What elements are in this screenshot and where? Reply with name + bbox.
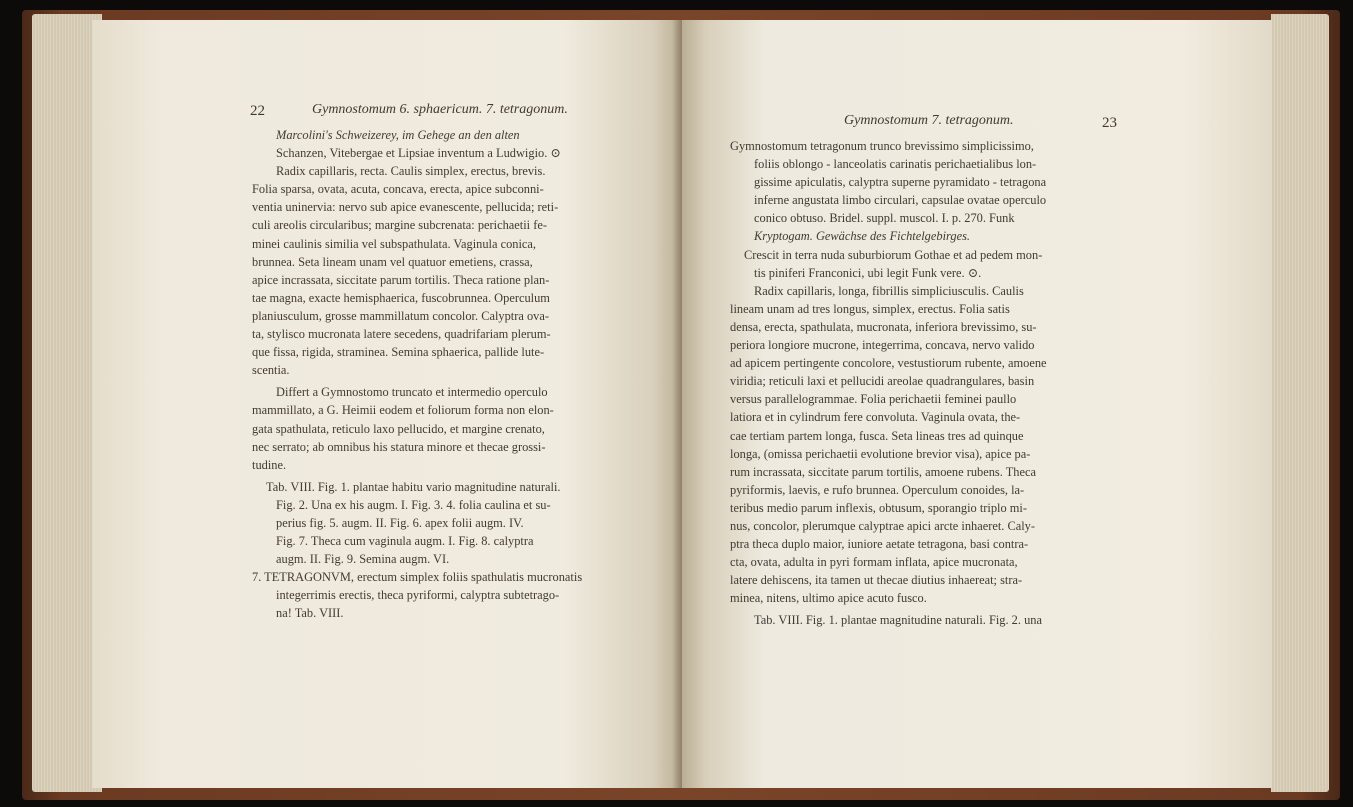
text-line: teribus medio parum inflexis, obtusum, sporangio triplo mi-	[730, 500, 1027, 515]
page-number-right: 23	[1102, 115, 1117, 131]
text-line: viridia; reticuli laxi et pellucidi areolae quadrangulares, basin	[730, 374, 1035, 389]
text-line: tudine.	[252, 457, 287, 472]
left-text-block	[252, 126, 630, 623]
text-line: augm. II. Fig. 9. Semina augm. VI.	[276, 552, 450, 567]
text-line: Gymnostomum tetragonum trunco brevissimo simplicissimo,	[730, 139, 1034, 153]
text-line: cta, ovata, adulta in pyri formam inflata, apice mucronata,	[730, 555, 1018, 570]
text-line: Fig. 7. Theca cum vaginula augm. I. Fig. 8. calyptra	[276, 534, 534, 549]
right-page	[682, 20, 1272, 788]
text-line: 7. TETRAGONVM, erectum simplex foliis spathulatis mucronatis	[252, 570, 583, 585]
text-line: Differt a Gymnostomo truncato et intermedio operculo	[276, 385, 548, 400]
text-line: perius fig. 5. augm. II. Fig. 6. apex folii augm. IV.	[276, 515, 524, 530]
text-line: Radix capillaris, recta. Caulis simplex, erectus, brevis.	[276, 164, 546, 179]
text-line: minei caulinis similia vel subspathulata. Vaginula conica,	[252, 236, 537, 251]
text-line: ptra theca duplo maior, iuniore aetate tetragona, basi contra-	[730, 537, 1029, 552]
text-line: na! Tab. VIII.	[276, 606, 344, 621]
text-line: lineam unam ad tres longus, simplex, erectus. Folia satis	[730, 301, 1010, 316]
text-line: mammillato, a G. Heimii eodem et foliorum forma non elon-	[252, 403, 554, 418]
text-line: Radix capillaris, longa, fibrillis simpliciusculis. Caulis	[754, 283, 1024, 298]
text-line: scentia.	[252, 363, 290, 378]
text-line: tae magna, exacte hemisphaerica, fuscobrunnea. Operculum	[252, 290, 550, 305]
running-header-left: Gymnostomum 6. sphaericum. 7. tetragonum.	[312, 102, 568, 117]
right-text-block	[730, 137, 1124, 630]
text-line: planiusculum, grosse mammillatum concolor. Calyptra ova-	[252, 308, 549, 323]
text-line: pyriformis, laevis, e rufo brunnea. Operculum conoides, la-	[730, 482, 1025, 497]
text-line: apice incrassata, siccitate parum tortilis. Theca ratione plan-	[252, 272, 550, 287]
text-line: longa, (omissa perichaetii evolutione brevior visa), apice pa-	[730, 446, 1031, 461]
text-line: inferne angustata limbo circulari, capsulae ovatae operculo	[754, 193, 1047, 208]
page-edges-right	[1271, 14, 1329, 792]
text-line: periora longiore mucrone, integerrima, concava, nervo valido	[730, 338, 1035, 353]
text-line: culi areolis circularibus; margine subcrenata: perichaetii fe-	[252, 218, 547, 233]
text-line: densa, erecta, spathulata, mucronata, inferiora brevissimo, su-	[730, 319, 1037, 334]
text-line: Tab. VIII. Fig. 1. plantae habitu vario magnitudine naturali.	[266, 479, 561, 494]
text-line: Schanzen, Vitebergae et Lipsiae inventum a Ludwigio. ⊙	[276, 146, 561, 161]
text-line: versus parallelogrammae. Folia perichaetii feminei paullo	[730, 392, 1017, 407]
text-line: latere dehiscens, ita tamen ut thecae diutius inhaereat; stra-	[730, 573, 1023, 588]
text-line: Fig. 2. Una ex his augm. I. Fig. 3. 4. folia caulina et su-	[276, 497, 551, 512]
text-line: Folia sparsa, ovata, acuta, concava, erecta, apice subconni-	[252, 182, 544, 197]
text-line: Tab. VIII. Fig. 1. plantae magnitudine naturali. Fig. 2. una	[754, 613, 1042, 628]
text-line: minea, nitens, ultimo apice acuto fusco.	[730, 591, 927, 606]
text-line: brunnea. Seta lineam unam vel quatuor emetiens, crassa,	[252, 254, 533, 269]
text-line: gata spathulata, reticulo laxo pellucido, et margine crenato,	[252, 421, 545, 436]
text-line: latiora et in cylindrum fere convoluta. Vaginula ovata, the-	[730, 410, 1021, 425]
text-line: gissime apiculatis, calyptra superne pyramidato - tetragona	[754, 175, 1047, 190]
text-line: ventia uninervia: nervo sub apice evanescente, pellucida; reti-	[252, 200, 559, 215]
text-line: Kryptogam. Gewächse des Fichtelgebirges.	[754, 229, 970, 244]
text-line: nus, concolor, plerumque calyptrae apici arcte inhaeret. Caly-	[730, 518, 1036, 533]
text-line: Marcolini's Schweizerey, im Gehege an den alten	[276, 128, 520, 142]
text-line: integerrimis erectis, theca pyriformi, calyptra subtetrago-	[276, 588, 560, 603]
page-number-left: 22	[250, 103, 265, 119]
text-line: foliis oblongo - lanceolatis carinatis perichaetialibus lon-	[754, 157, 1037, 172]
text-line: conico obtuso. Bridel. suppl. muscol. I. p. 270. Funk	[754, 211, 1015, 226]
text-line: cae tertiam partem longa, fusca. Seta lineas tres ad quinque	[730, 428, 1024, 443]
text-line: tis piniferi Franconici, ubi legit Funk vere. ⊙.	[754, 265, 982, 280]
text-line: ta, stylisco mucronata latere secedens, quadrifariam plerum-	[252, 327, 551, 342]
text-line: ad apicem pertingente concolore, vestustiorum rubente, amoene	[730, 356, 1047, 371]
text-line: que fissa, rigida, straminea. Semina sphaerica, pallide lute-	[252, 345, 545, 360]
text-line: nec serrato; ab omnibus his statura minore et thecae grossi-	[252, 439, 546, 454]
left-page	[92, 20, 682, 788]
running-header-right: Gymnostomum 7. tetragonum.	[844, 113, 1014, 128]
text-line: rum incrassata, siccitate parum tortilis, amoene rubens. Theca	[730, 464, 1036, 479]
text-line: Crescit in terra nuda suburbiorum Gothae et ad pedem mon-	[744, 247, 1043, 262]
